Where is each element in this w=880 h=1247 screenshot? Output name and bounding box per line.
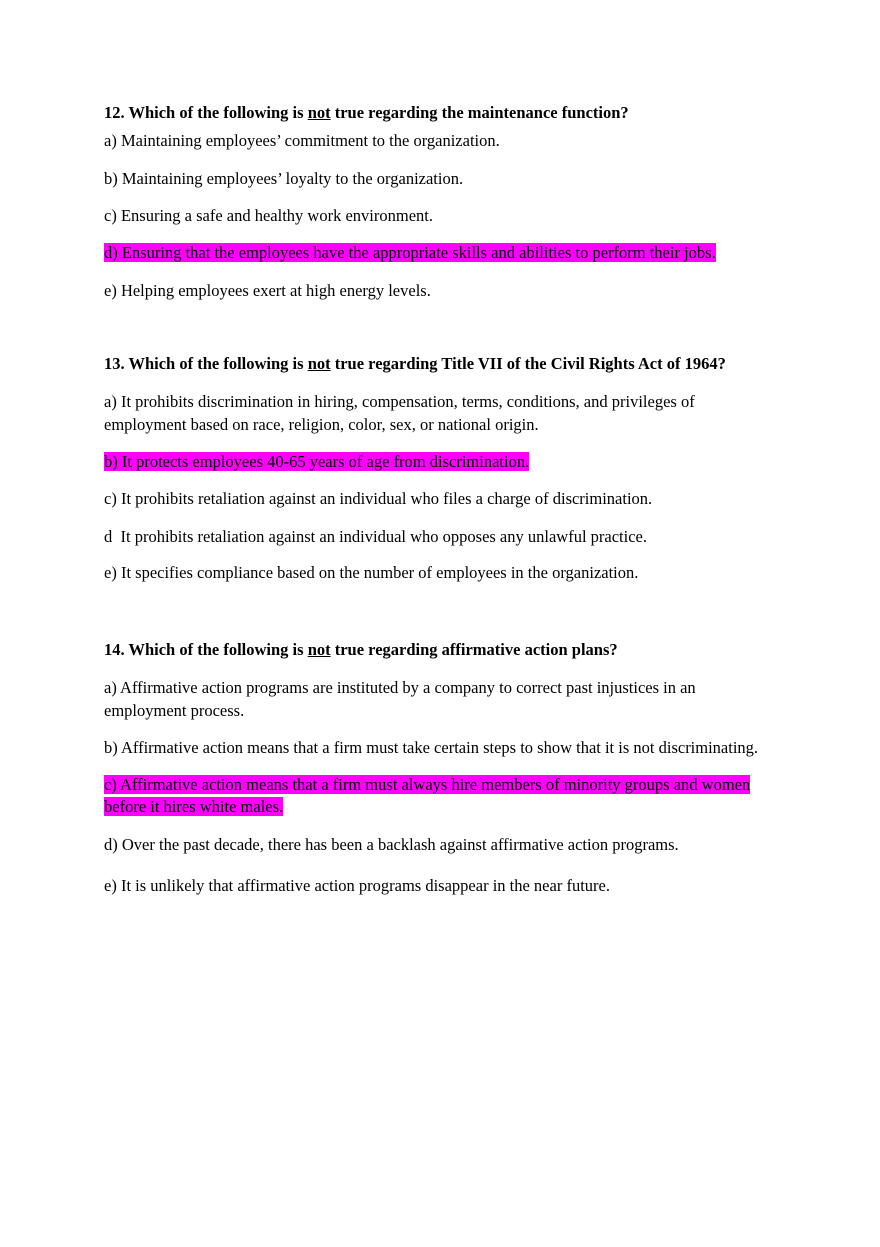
q14-option-a-line1: a) Affirmative action programs are instituted by a company to correct past injustices in an [104,678,696,697]
question-emphasis: not [307,640,331,659]
q14-option-d: d) Over the past decade, there has been a backlash against affirmative action programs. [104,835,679,854]
q12-option-d-highlighted: d) Ensuring that the employees have the appropriate skills and abilities to perform their jobs. [104,243,716,262]
question-14-heading [104,639,804,661]
question-emphasis: not [307,354,331,373]
q12-option-c: c) Ensuring a safe and healthy work environment. [104,206,433,225]
question-number: 12. [104,103,125,122]
question-suffix: true regarding the maintenance function? [334,103,629,122]
question-prefix: Which of the following is [128,640,304,659]
q13-option-e: e) It specifies compliance based on the number of employees in the organization. [104,563,639,582]
q13-option-a-line1: a) It prohibits discrimination in hiring, compensation, terms, conditions, and privileges of [104,392,695,411]
q14-option-e: e) It is unlikely that affirmative action programs disappear in the near future. [104,876,610,895]
q14-option-b: b) Affirmative action means that a firm must take certain steps to show that it is not discriminating. [104,738,759,757]
q13-option-a-line2: employment based on race, religion, color, sex, or national origin. [104,415,539,434]
q13-option-d: d It prohibits retaliation against an individual who opposes any unlawful practice. [104,527,647,546]
q12-option-e: e) Helping employees exert at high energy levels. [104,281,431,300]
question-13-heading [104,353,804,375]
q12-option-a: a) Maintaining employees’ commitment to the organization. [104,131,500,150]
q14-option-c-line2-highlighted: before it hires white males. [104,797,284,816]
q13-option-c: c) It prohibits retaliation against an individual who files a charge of discrimination. [104,489,653,508]
question-12-heading [104,102,804,124]
question-emphasis: not [307,103,331,122]
question-prefix: Which of the following is [128,103,304,122]
question-number: 13. [104,354,125,373]
q14-option-a-line2: employment process. [104,701,245,720]
question-suffix: true regarding affirmative action plans? [334,640,618,659]
question-prefix: Which of the following is [128,354,304,373]
q13-option-b-highlighted: b) It protects employees 40-65 years of age from discrimination. [104,452,530,471]
q12-option-b: b) Maintaining employees’ loyalty to the organization. [104,169,464,188]
question-number: 14. [104,640,125,659]
question-suffix: true regarding Title VII of the Civil Rights Act of 1964? [334,354,726,373]
q14-option-c-line1-highlighted: c) Affirmative action means that a firm must always hire members of minority groups and women [104,775,751,794]
